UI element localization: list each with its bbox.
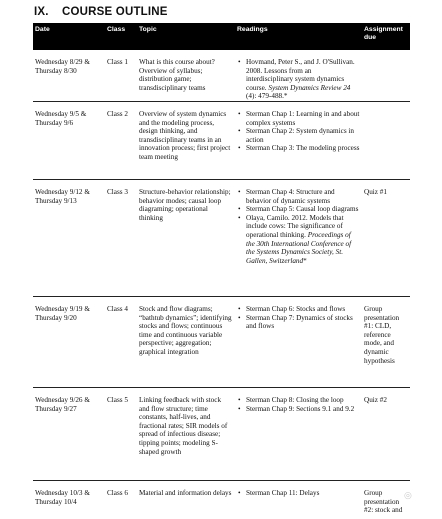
table-row [33, 101, 410, 179]
topic-cell: Material and information delays [139, 488, 232, 497]
course-outline-table [33, 23, 410, 519]
readings-cell [235, 50, 362, 101]
reading-text: Sterman Chap 8: Closing the loop [246, 395, 344, 404]
reading-item [237, 489, 360, 498]
readings-cell [235, 179, 362, 296]
assignment-cell [362, 50, 410, 101]
reading-item [237, 144, 360, 153]
reading-text: Sterman Chap 11: Delays [246, 488, 320, 497]
column-header-readings: Readings [235, 23, 362, 50]
reading-text: Sterman Chap 4: Structure and behavior of dynamic systems [246, 187, 335, 205]
bullet-icon: • [238, 213, 241, 222]
date-cell: Wednesday 9/26 & Thursday 9/27 [33, 387, 105, 480]
reading-item [237, 188, 360, 205]
date-cell: Wednesday 8/29 & Thursday 8/30 [33, 50, 105, 101]
column-header-date: Date [33, 23, 105, 50]
date-cell: Wednesday 10/3 & Thursday 10/4 [35, 488, 90, 506]
table-row [33, 387, 410, 480]
topic-cell: Overview of system dynamics and the modeling process, design thinking, and transdisciplinary teams in an innovation process; first project team meeting [137, 101, 235, 179]
reading-suffix: * [303, 256, 307, 265]
bullet-icon: • [238, 404, 241, 413]
table-row [33, 480, 410, 519]
reading-source: Proceedings of the 30th International Conference of the Systems Dynamics Society, St. Gallen, Switzerland [246, 230, 352, 265]
column-header-class: Class [105, 23, 137, 50]
table-header-row [33, 23, 410, 50]
bullet-icon: • [238, 109, 241, 118]
reading-text: Hovmand, Peter S., and J. O'Sullivan. 2008. Lessons from an interdisciplinary system dynamics course. [246, 58, 355, 92]
bullet-icon: • [238, 187, 241, 196]
column-header-assignment: Assignment due [362, 23, 410, 50]
class-cell: Class 4 [105, 296, 137, 387]
reading-item [237, 305, 360, 314]
date-cell: Wednesday 9/19 & Thursday 9/20 [33, 296, 105, 387]
topic-cell: Structure-behavior relationship; behavior modes; causal loop diagraming; operational thinking [137, 179, 235, 296]
bullet-icon: • [238, 144, 241, 153]
bullet-icon: • [238, 304, 241, 313]
reading-suffix: (4): 479-488.* [246, 92, 288, 101]
watermark-icon: ◎ [404, 490, 412, 500]
reading-text: Sterman Chap 7: Dynamics of stocks and flows [246, 313, 353, 331]
reading-item [237, 205, 360, 214]
reading-source: System Dynamics Review 24 [268, 83, 351, 92]
topic-cell: What is this course about? Overview of syllabus; distribution game; transdisciplinary teams [137, 50, 235, 101]
bullet-icon: • [238, 127, 241, 136]
readings-list [237, 305, 360, 331]
assignment-cell: Quiz #2 [362, 387, 410, 480]
date-cell: Wednesday 9/12 & Thursday 9/13 [33, 179, 105, 296]
topic-cell: Stock and flow diagrams; “bathtub dynamics”; identifying stocks and flows; continuous time and continuous variable perspective; aggregation; graphical integration [137, 296, 235, 387]
table-row [33, 179, 410, 296]
class-cell: Class 5 [105, 387, 137, 480]
class-cell: Class 2 [105, 101, 137, 179]
bullet-icon: • [238, 395, 241, 404]
table-row [33, 296, 410, 387]
reading-item [237, 405, 360, 414]
section-heading [34, 6, 168, 18]
column-header-topic: Topic [137, 23, 235, 50]
readings-list [237, 489, 360, 498]
reading-item [237, 58, 360, 101]
section-title: COURSE OUTLINE [62, 6, 168, 18]
reading-text: Sterman Chap 2: System dynamics in action [246, 127, 355, 144]
bullet-icon: • [238, 313, 241, 322]
class-cell: Class 3 [105, 179, 137, 296]
readings-list [237, 110, 360, 153]
readings-cell [235, 296, 362, 387]
readings-list [237, 58, 360, 101]
readings-list [237, 396, 360, 413]
class-cell: Class 6 [107, 488, 128, 497]
bullet-icon: • [238, 205, 241, 214]
section-number: IX. [34, 6, 49, 18]
readings-list [237, 188, 360, 265]
reading-item [237, 110, 360, 127]
reading-text: Sterman Chap 9: Sections 9.1 and 9.2 [246, 404, 355, 413]
reading-text: Sterman Chap 6: Stocks and flows [246, 304, 346, 313]
reading-item [237, 314, 360, 331]
bullet-icon: • [238, 488, 241, 497]
readings-cell [235, 101, 362, 179]
topic-cell: Linking feedback with stock and flow structure; time constants, half-lives, and fractional rates; SIR models of spread of infectious disease; tipping points; modeling S-shaped growth [137, 387, 235, 480]
reading-item [237, 214, 360, 266]
reading-text: Sterman Chap 5: Causal loop diagrams [246, 205, 359, 214]
reading-text: Sterman Chap 1: Learning in and about complex systems [246, 109, 360, 127]
readings-cell [235, 480, 362, 519]
reading-text: Olaya, Camilo. 2012. Models that include cows: The significance of operational thinking. [246, 213, 344, 239]
assignment-cell: Group presentation #2: stock and [364, 488, 403, 515]
class-cell: Class 1 [105, 50, 137, 101]
reading-text: Sterman Chap 3: The modeling process [246, 144, 360, 153]
bullet-icon: • [238, 58, 241, 66]
date-cell: Wednesday 9/5 & Thursday 9/6 [33, 101, 105, 179]
assignment-cell: Quiz #1 [362, 179, 410, 296]
assignment-cell: Group presentation #1: CLD, reference mode, and dynamic hypothesis [362, 296, 410, 387]
table-row [33, 50, 410, 101]
reading-item [237, 127, 360, 144]
assignment-cell [362, 101, 410, 179]
reading-item [237, 396, 360, 405]
readings-cell [235, 387, 362, 480]
